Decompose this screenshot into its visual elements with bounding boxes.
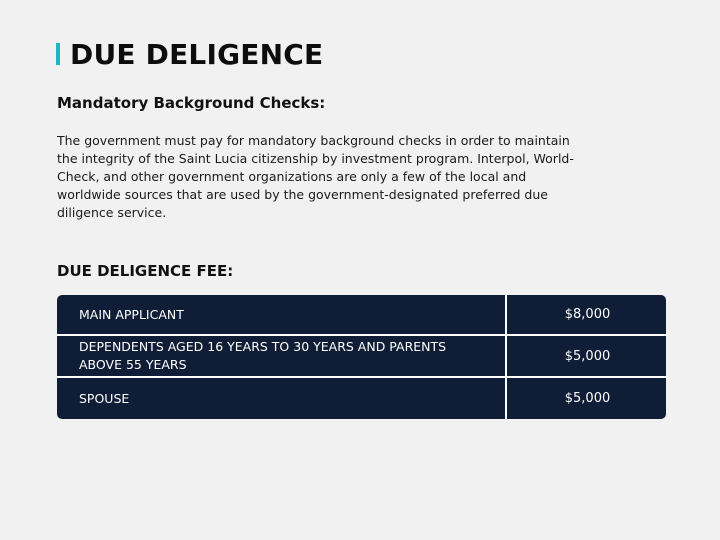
section-heading: Mandatory Background Checks: [57,94,326,112]
fee-amount-main-applicant: $8,000 [507,295,666,334]
fee-label-dependents: DEPENDENTS AGED 16 YEARS TO 30 YEARS AND PARENTS ABOVE 55 YEARS [57,336,505,376]
fee-label-main-applicant: MAIN APPLICANT [57,295,505,334]
description-paragraph: The government must pay for mandatory background checks in order to maintain the integrity of the Saint Lucia citizenship by investment program. Interpol, World-Check, and other government organizations are only a few of the local and worldwide sources that are used by the government-designated preferred due diligence service. [57,133,574,220]
title-block [56,38,323,70]
fee-amount-spouse: $5,000 [507,378,666,419]
page-title: DUE DELIGENCE [70,37,324,71]
fee-label-spouse: SPOUSE [57,378,505,419]
fee-table [57,295,666,419]
fee-amount-dependents: $5,000 [507,336,666,376]
fee-heading: DUE DELIGENCE FEE: [57,262,234,280]
title-accent-bar [56,43,60,65]
